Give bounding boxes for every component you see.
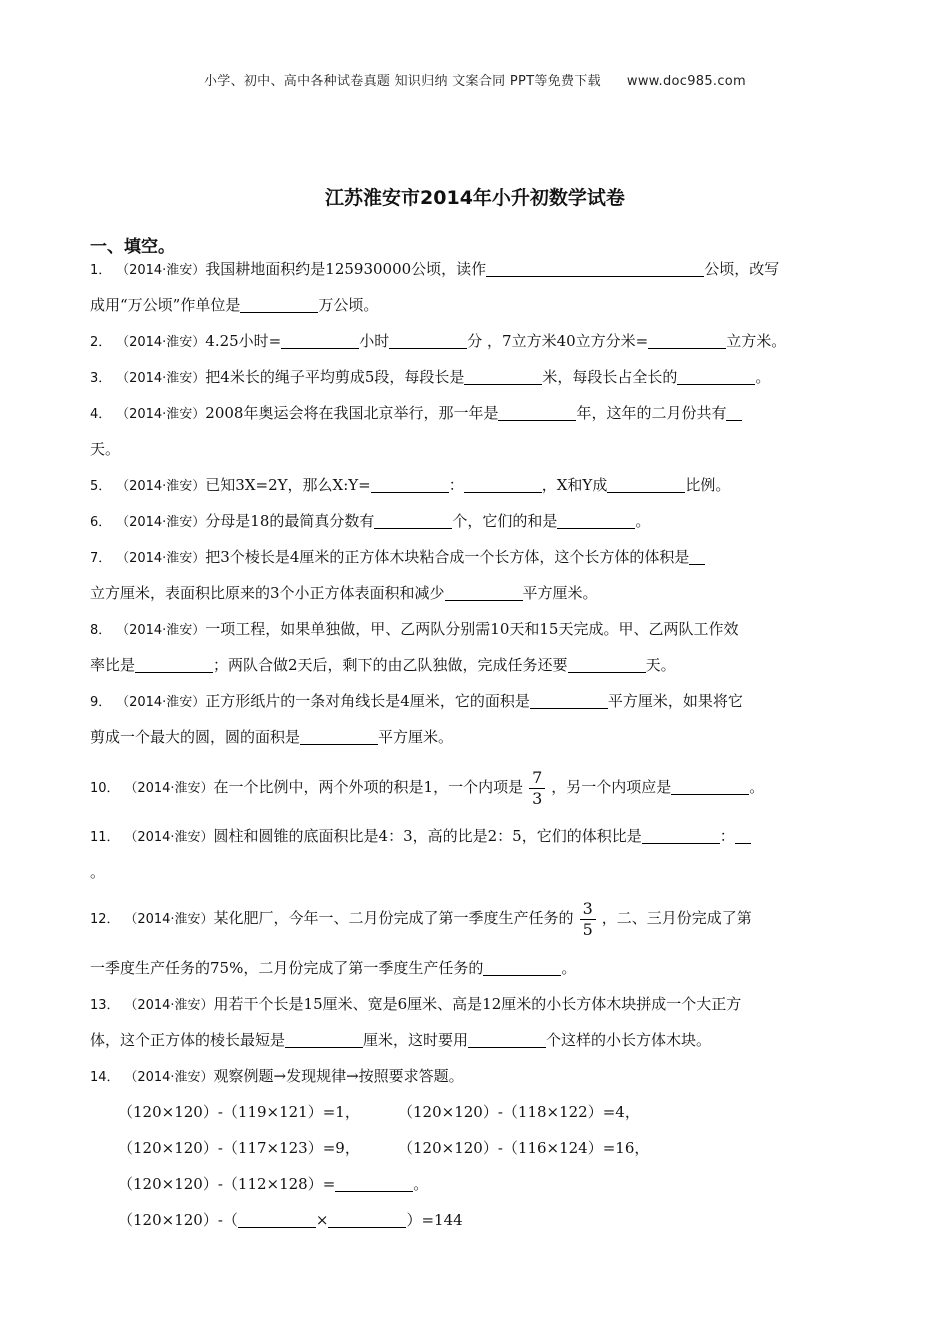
question-4-line-2: 天。 [90, 440, 121, 458]
answer-blank[interactable] [735, 827, 751, 844]
page-header [0, 70, 950, 89]
answer-blank[interactable] [530, 692, 608, 709]
question-6: 6． （2014·淮安）分母是18的最简真分数有 个，它们的和是 。 [90, 512, 651, 530]
question-12-line-1: 12． （2014·淮安）某化肥厂，今年一、二月份完成了第一季度生产任务的 $\frac{3}{5}$ ，二、三月份完成了第 [90, 898, 752, 939]
question-11-line-2: 。 [90, 863, 106, 881]
answer-blank[interactable] [135, 656, 213, 673]
header-text: 小学、初中、高中各种试卷真题 知识归纳 文案合同 PPT等免费下载 [203, 74, 601, 89]
question-8-line-1: 8． （2014·淮安）一项工程，如果单独做，甲、乙两队分别需10天和15天完成。甲、乙两队工作效 [90, 620, 739, 638]
question-14: 14． （2014·淮安）观察例题→发现规律→按照要求答题。 [90, 1067, 464, 1085]
answer-blank[interactable] [328, 1211, 406, 1228]
question-12-line-2: 一季度生产任务的75%，二月份完成了第一季度生产任务的 。 [90, 959, 577, 977]
question-number: 1． [90, 263, 112, 278]
answer-blank[interactable] [483, 959, 561, 976]
section-heading: 一、填空。 [90, 237, 175, 257]
question-10: 10． （2014·淮安）在一个比例中，两个外项的积是1，一个内项是 $\frac{7}{3}$ ，另一个内项应是 。 [90, 767, 765, 808]
question-1-line-1: 1． （2014·淮安）我国耕地面积约是125930000公顷，读作 公顷，改写 [90, 260, 780, 278]
answer-blank[interactable] [642, 827, 720, 844]
answer-blank[interactable] [468, 1031, 546, 1048]
answer-blank[interactable] [568, 656, 646, 673]
question-3: 3． （2014·淮安）把4米长的绳子平均剪成5段，每段长是 米，每段长占全长的 。 [90, 368, 771, 386]
question-7-line-1: 7． （2014·淮安）把3个棱长是4厘米的正方体木块粘合成一个长方体，这个长方体的体积是 [90, 547, 705, 569]
answer-blank[interactable] [464, 476, 542, 493]
answer-blank[interactable] [486, 260, 704, 277]
answer-blank[interactable] [557, 512, 635, 529]
exercise-row-4: （120×120）-（ × ）=144 [118, 1211, 463, 1229]
answer-blank[interactable] [240, 296, 318, 313]
answer-blank[interactable] [648, 332, 726, 349]
answer-blank[interactable] [300, 728, 378, 745]
answer-blank[interactable] [726, 404, 742, 421]
question-5: 5． （2014·淮安）已知3X=2Y，那么X:Y= ： ，X和Y成 比例。 [90, 476, 731, 494]
answer-blank[interactable] [498, 404, 576, 421]
question-13-line-1: 13． （2014·淮安）用若干个长是15厘米、宽是6厘米、高是12厘米的小长方体木块拼成一个大正方 [90, 995, 742, 1013]
answer-blank[interactable] [607, 476, 685, 493]
example-row-2a: （120×120）-（117×123）=9， [118, 1139, 360, 1157]
question-source: （2014·淮安） [116, 263, 206, 278]
question-2: 2． （2014·淮安）4.25小时= 小时 分 ，7立方米40立方分米= 立方米。 [90, 332, 787, 350]
question-11-line-1: 11． （2014·淮安）圆柱和圆锥的底面积比是4：3，高的比是2：5，它们的体积比是 ： [90, 826, 751, 848]
answer-blank[interactable] [285, 1031, 363, 1048]
answer-blank[interactable] [238, 1211, 316, 1228]
question-9-line-2: 剪成一个最大的圆，圆的面积是 平方厘米。 [90, 728, 454, 746]
example-row-1a: （120×120）-（119×121）=1， [118, 1103, 360, 1121]
question-13-line-2: 体，这个正方体的棱长最短是 厘米，这时要用 个这样的小长方体木块。 [90, 1031, 712, 1049]
question-8-line-2: 率比是 ；两队合做2天后，剩下的由乙队独做，完成任务还要 天。 [90, 656, 676, 674]
answer-blank[interactable] [671, 778, 749, 795]
example-row-2b: （120×120）-（116×124）=16， [398, 1139, 650, 1157]
question-4-line-1: 4． （2014·淮安）2008年奥运会将在我国北京举行，那一年是 年，这年的二月份共有 [90, 403, 742, 425]
answer-blank[interactable] [281, 332, 359, 349]
answer-blank[interactable] [677, 368, 755, 385]
answer-blank[interactable] [689, 548, 705, 565]
example-row-1b: （120×120）-（118×122）=4， [398, 1103, 640, 1121]
fraction: $\frac{3}{5}$ [580, 899, 596, 940]
answer-blank[interactable] [464, 368, 542, 385]
question-9-line-1: 9． （2014·淮安）正方形纸片的一条对角线长是4厘米，它的面积是 平方厘米，如果将它 [90, 692, 743, 710]
exercise-row-3: （120×120）-（112×128）= 。 [118, 1175, 429, 1193]
header-url[interactable]: www.doc985.com [626, 74, 747, 89]
answer-blank[interactable] [374, 512, 452, 529]
fraction: $\frac{7}{3}$ [529, 768, 545, 809]
answer-blank[interactable] [371, 476, 449, 493]
page-title: 江苏淮安市2014年小升初数学试卷 [325, 187, 625, 209]
question-7-line-2: 立方厘米，表面积比原来的3个小正方体表面积和减少 平方厘米。 [90, 584, 598, 602]
answer-blank[interactable] [389, 332, 467, 349]
question-1-line-2: 成用“万公顷”作单位是 万公顷。 [90, 296, 379, 314]
answer-blank[interactable] [335, 1175, 413, 1192]
answer-blank[interactable] [445, 584, 523, 601]
